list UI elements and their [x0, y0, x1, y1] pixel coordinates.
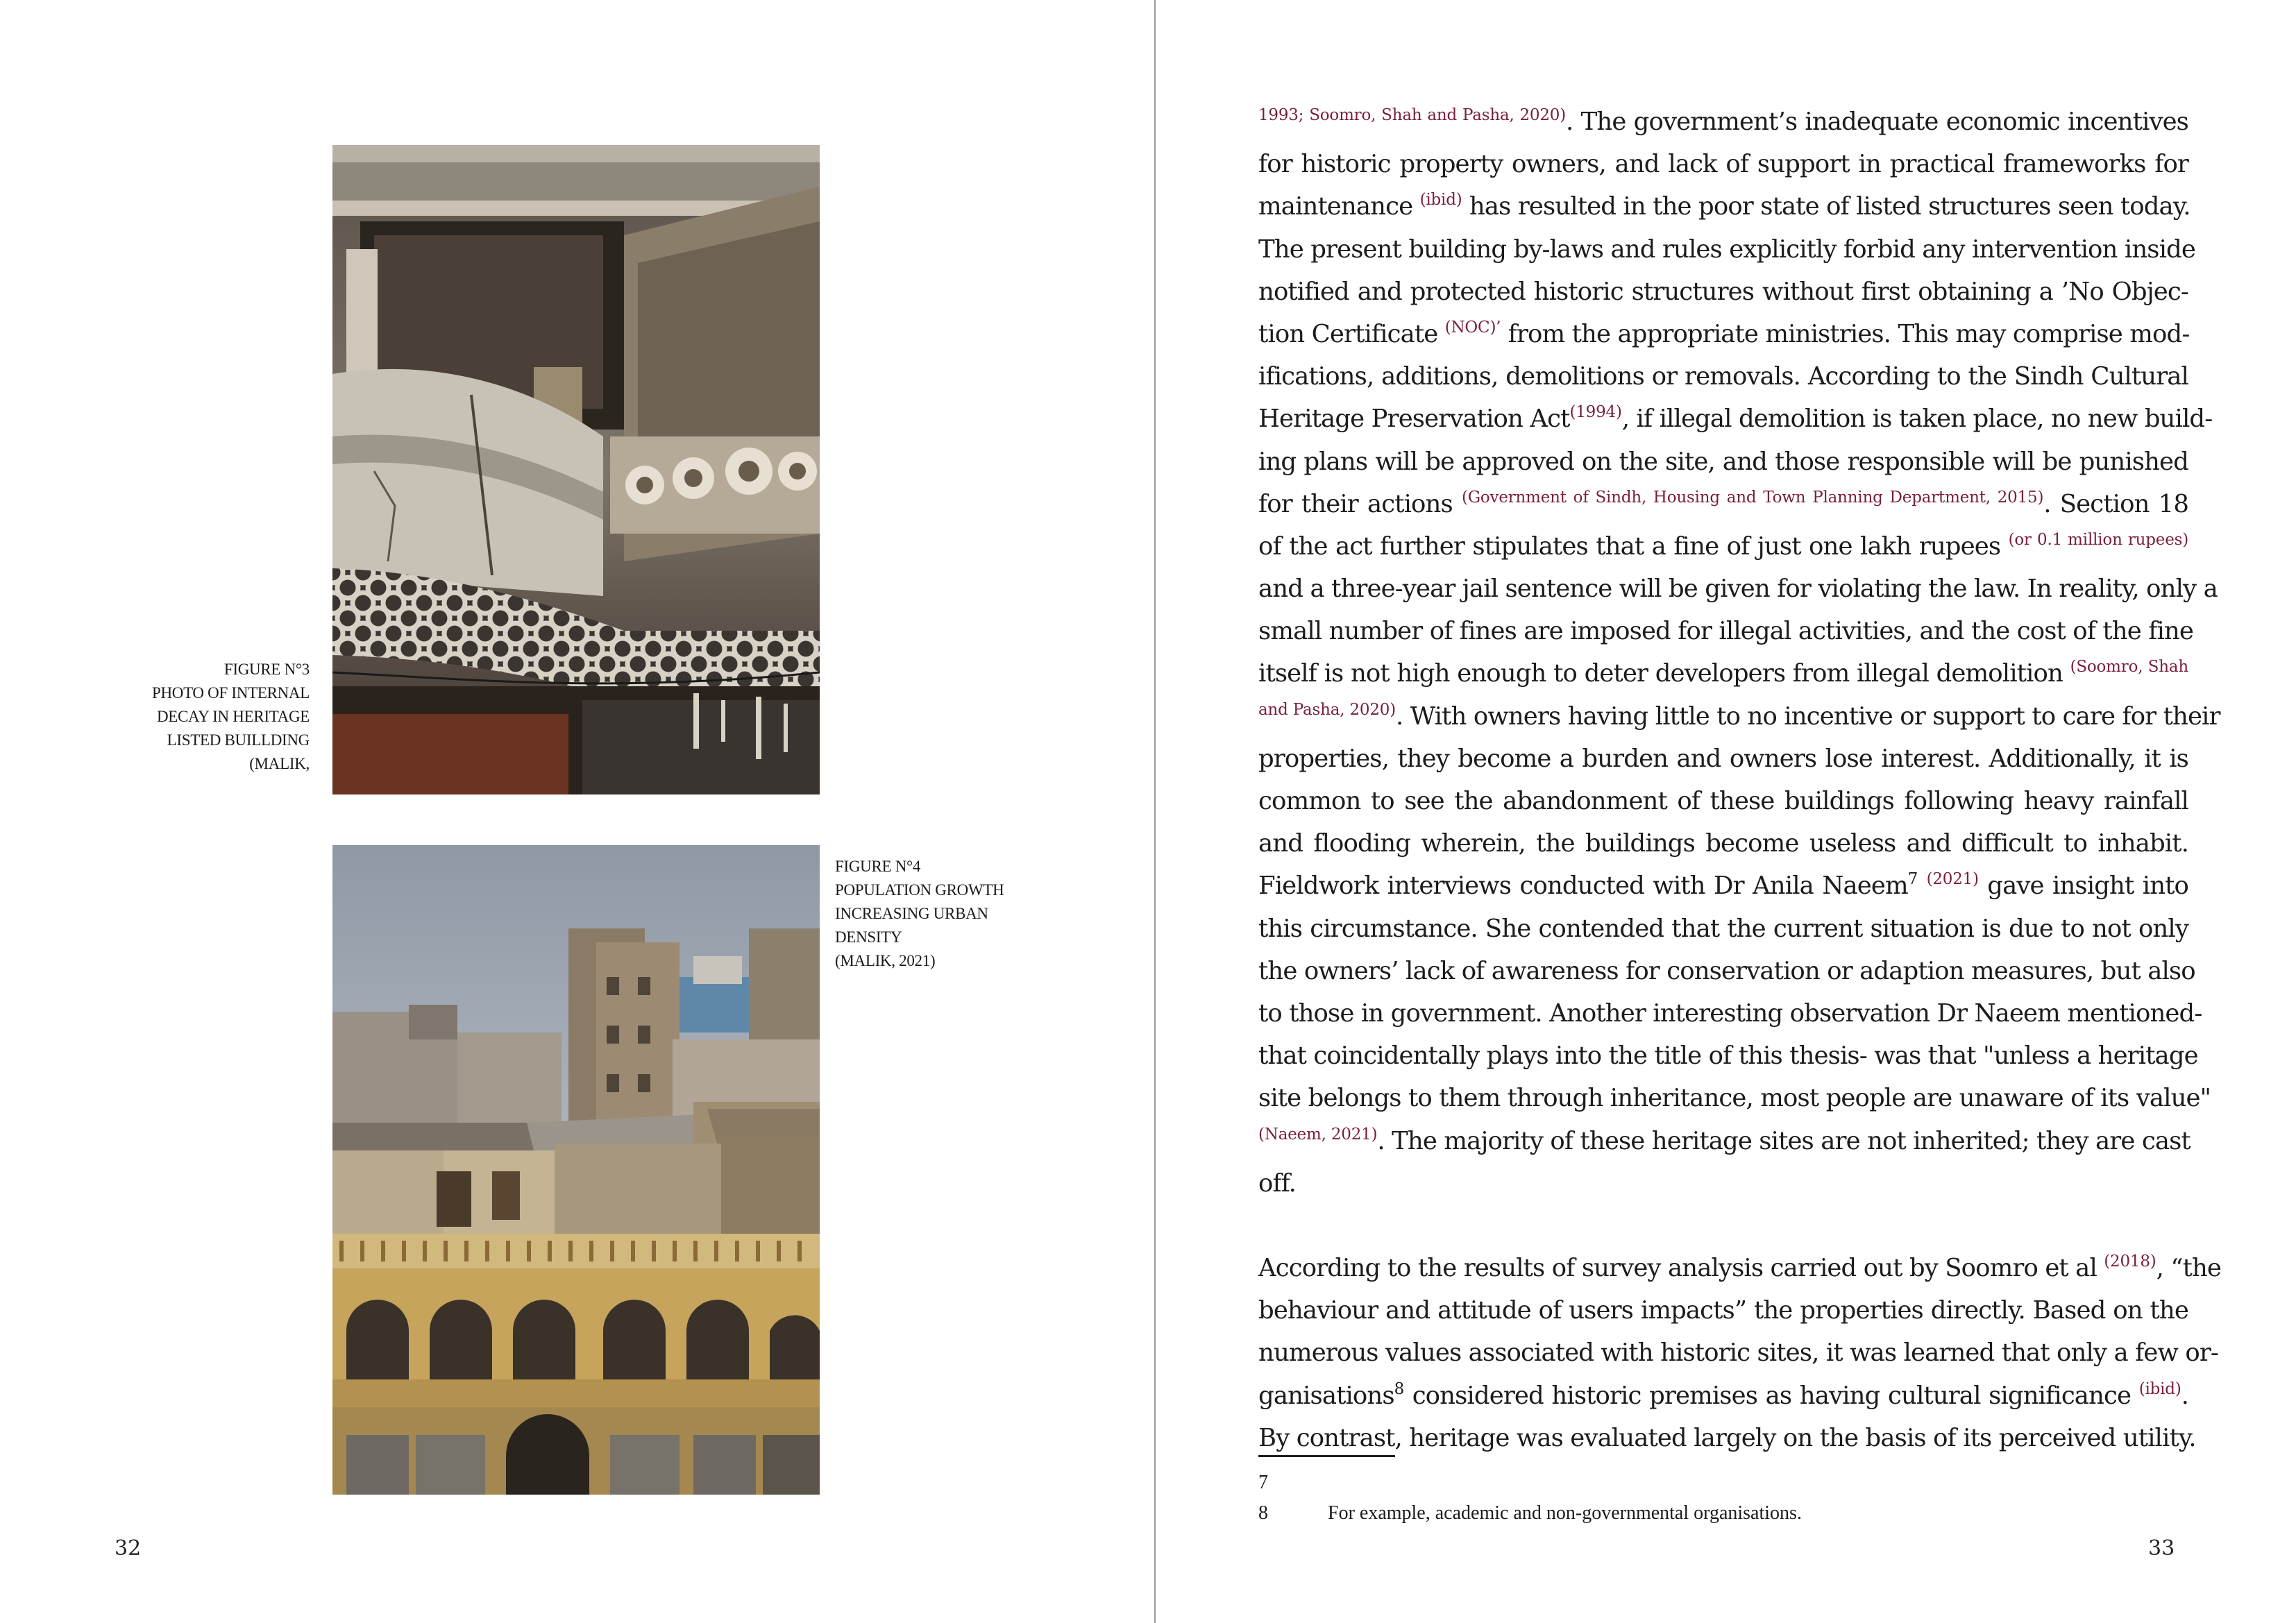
figure-3-caption-line: (MALIK, — [249, 755, 310, 772]
body-line — [1258, 483, 2188, 525]
figure-3-caption — [97, 658, 310, 776]
body-line — [1258, 1162, 2188, 1205]
figure-4-photo — [332, 845, 820, 1495]
body-text-span: ing plans will be approved on the site, and those responsible will be punished — [1258, 447, 2188, 476]
body-line — [1258, 228, 2195, 271]
footnote-marker: 8 — [1394, 1379, 1405, 1398]
body-text-span: for their actions — [1258, 489, 1462, 518]
body-line — [1258, 525, 2188, 568]
body-text-span: off. — [1258, 1169, 1297, 1198]
body-text-span: and flooding wherein, the buildings become useless and difficult to inhabit. — [1258, 829, 2188, 858]
body-line — [1258, 568, 2218, 610]
body-text-span: and a three-year jail sentence will be given for violating the law. In reality, only a — [1258, 575, 2218, 604]
footnote-marker: 7 — [1907, 870, 1918, 889]
citation: (Soomro, Shah — [2070, 658, 2188, 677]
body-text-span: that coincidentally plays into the title of this thesis- was that "unless a heritage — [1258, 1042, 2198, 1071]
body-line — [1258, 271, 2188, 313]
citation: 1993; Soomro, Shah and Pasha, 2020) — [1258, 106, 1567, 124]
body-text-span: ganisations — [1258, 1381, 1394, 1410]
footnote-number: 7 — [1258, 1472, 1268, 1493]
figure-4-caption-line: POPULATION GROWTH — [835, 881, 1004, 899]
body-line — [1258, 1375, 2188, 1417]
body-text-span: Fieldwork interviews conducted with Dr Anila Naeem — [1258, 872, 1908, 901]
right-page — [1156, 0, 2296, 1623]
footnote-text: For example, academic and non-governmental organisations. — [1328, 1502, 1802, 1524]
footnote-row — [1258, 1498, 2188, 1529]
body-line — [1258, 822, 2188, 865]
figure-4-caption-line: DENSITY — [835, 928, 902, 946]
body-line — [1258, 441, 2188, 483]
underlined-text: By contrast — [1258, 1424, 1395, 1457]
body-text-span: , “the — [2156, 1254, 2222, 1283]
body-line — [1258, 1417, 2196, 1459]
citation: and Pasha, 2020) — [1258, 700, 1396, 719]
body-text-span: Heritage Preservation Act — [1258, 405, 1570, 434]
body-text-span: . The majority of these heritage sites are not inherited; they are cast — [1377, 1126, 2191, 1155]
body-line — [1258, 652, 2188, 695]
figure-4-caption — [835, 855, 1064, 973]
body-text-span: small number of fines are imposed for illegal activities, and the cost of the fine — [1258, 617, 2193, 646]
body-text-span: tion Certificate — [1258, 319, 1445, 348]
body-line — [1258, 992, 2202, 1035]
body-line — [1258, 865, 2188, 907]
body-text-span: notified and protected historic structures without first obtaining a ’No Objec- — [1258, 277, 2188, 306]
body-text-span: numerous values associated with historic sites, it was learned that only a few or- — [1258, 1339, 2218, 1368]
body-text-span: ifications, additions, demolitions or removals. According to the Sindh Cultural — [1258, 362, 2188, 391]
citation: (Government of Sindh, Housing and Town Planning Department, 2015) — [1461, 488, 2044, 507]
body-text-span: to those in government. Another interesting observation Dr Naeem mentioned- — [1258, 999, 2202, 1028]
body-line — [1258, 950, 2195, 992]
body-line — [1258, 143, 2188, 185]
body-text-span: gave insight into — [1978, 872, 2188, 901]
body-line — [1258, 908, 2188, 950]
body-text-span: considered historic premises as having cultural significance — [1404, 1381, 2139, 1410]
body-text-span: for historic property owners, and lack of support in practical frameworks for — [1258, 150, 2188, 179]
citation: (ibid) — [2138, 1379, 2181, 1398]
body-line — [1258, 610, 2193, 652]
body-text-span: common to see the abandonment of these buildings following heavy rainfall — [1258, 787, 2188, 815]
body-line — [1258, 355, 2188, 398]
body-text-span: According to the results of survey analysis carried out by Soomro et al — [1258, 1254, 2104, 1283]
footnotes — [1258, 1468, 2188, 1529]
body-text-span: The present building by-laws and rules explicitly forbid any intervention inside — [1258, 235, 2195, 264]
citation: (NOC)’ — [1444, 318, 1501, 337]
body-text-span: . With owners having little to no incentive or support to care for their — [1395, 702, 2220, 731]
figure-4-caption-line: INCREASING URBAN — [835, 905, 988, 922]
body-line — [1258, 1332, 2218, 1374]
figure-3-photo — [332, 145, 820, 794]
body-line — [1258, 313, 2188, 355]
citation: (2018) — [2104, 1252, 2156, 1271]
body-text-span: from the appropriate ministries. This may comprise mod- — [1501, 319, 2190, 348]
figure-4-caption-line: FIGURE N°4 — [835, 858, 921, 875]
footnote-number: 8 — [1258, 1502, 1268, 1524]
paragraph-gap — [1258, 1205, 2188, 1247]
body-text-span: behaviour and attitude of users impacts” the properties directly. Based on the — [1258, 1296, 2188, 1325]
body-text-span — [1918, 872, 1926, 900]
body-text-span: this circumstance. She contended that the current situation is due to not only — [1258, 914, 2188, 943]
citation: (ibid) — [1419, 191, 1462, 210]
page-number-right: 33 — [2148, 1536, 2175, 1561]
figure-4-caption-line: (MALIK, 2021) — [835, 952, 936, 969]
interior-decay-illustration — [332, 145, 820, 794]
body-text-span: the owners’ lack of awareness for conservation or adaption measures, but also — [1258, 956, 2195, 985]
body-text-span: . The government’s inadequate economic incentives — [1566, 108, 2188, 136]
citation: (1994) — [1569, 403, 1622, 422]
page-number-left: 32 — [115, 1536, 142, 1561]
body-line — [1258, 1120, 2191, 1162]
footnote-row — [1258, 1468, 2188, 1498]
body-text-span: site belongs to them through inheritance, most people are unaware of its value" — [1258, 1084, 2211, 1113]
citation: (or 0.1 million rupees) — [2008, 530, 2188, 549]
body-text-span: itself is not high enough to deter developers from illegal demolition — [1258, 659, 2070, 688]
figure-3-caption-line: FIGURE N°3 — [223, 661, 310, 678]
figure-3-caption-line: PHOTO OF INTERNAL — [151, 684, 310, 702]
body-line — [1258, 695, 2220, 738]
body-text-span: of the act further stipulates that a fine of just one lakh rupees — [1258, 532, 2009, 561]
body-text-span: has resulted in the poor state of listed structures seen today. — [1462, 192, 2191, 221]
body-line — [1258, 398, 2213, 440]
body-text-span: , heritage was evaluated largely on the basis of its perceived utility. — [1394, 1423, 2196, 1452]
body-text-span: properties, they become a burden and owners lose interest. Additionally, it is — [1258, 744, 2188, 773]
body-text-span: , if illegal demolition is taken place, no new build- — [1621, 405, 2213, 434]
body-text — [1258, 101, 2222, 1459]
body-line — [1258, 101, 2188, 143]
body-text-span: . — [2181, 1381, 2188, 1410]
figure-3-caption-line: DECAY IN HERITAGE — [156, 708, 310, 725]
figure-3-caption-line: LISTED BUILLDING — [167, 731, 310, 749]
body-line — [1258, 1035, 2198, 1077]
body-text-span: maintenance — [1258, 192, 1420, 221]
citation: (2021) — [1926, 870, 1979, 889]
citation: (Naeem, 2021) — [1258, 1125, 1378, 1144]
body-line — [1258, 1077, 2211, 1119]
body-line — [1258, 1247, 2222, 1289]
body-text-span: . Section 18 — [2043, 489, 2189, 518]
body-line — [1258, 185, 2191, 228]
body-line — [1258, 738, 2188, 780]
body-line — [1258, 1289, 2188, 1332]
body-line — [1258, 780, 2188, 822]
urban-density-illustration — [332, 845, 820, 1495]
